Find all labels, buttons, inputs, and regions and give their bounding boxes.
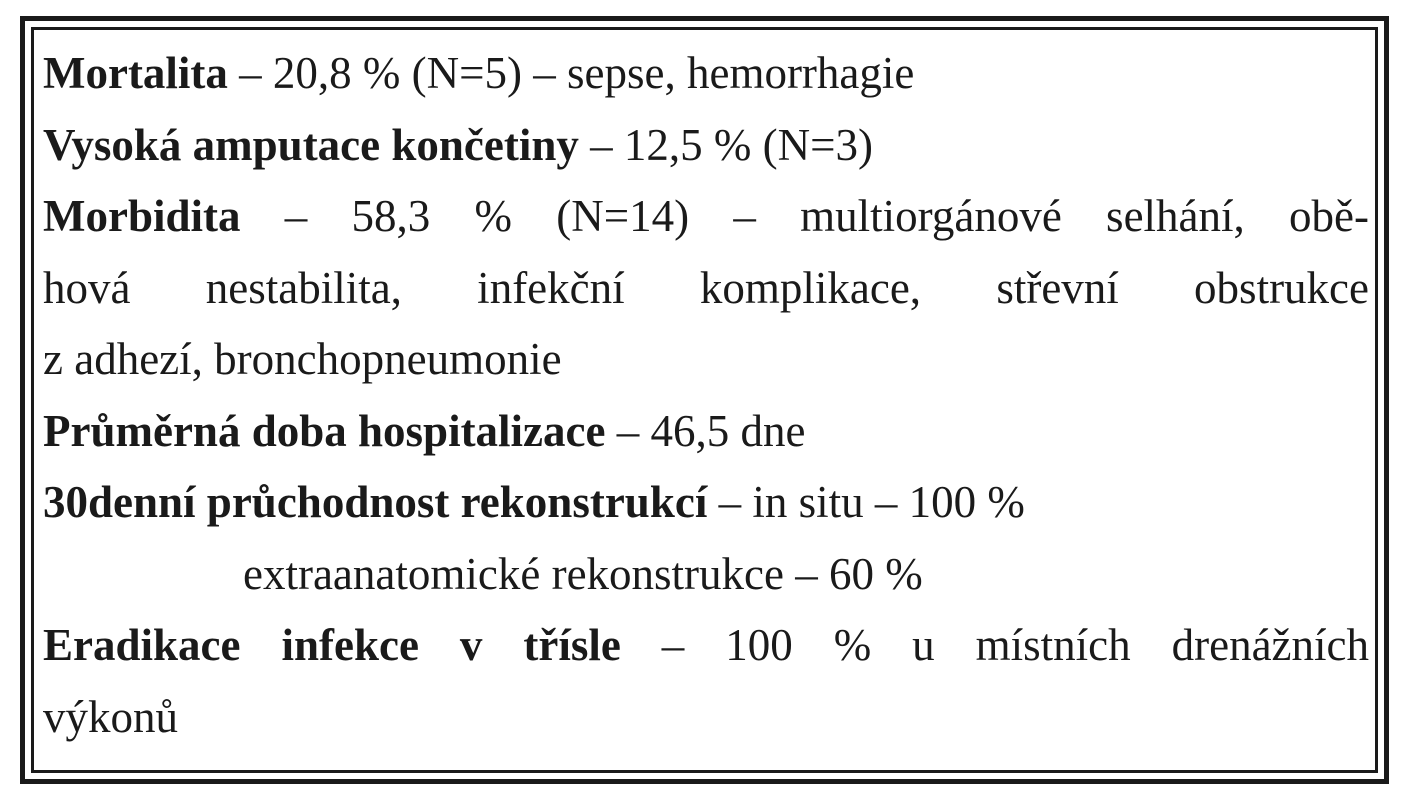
morbidity-text-2: hová nestabilita, infekční komplikace, střevní obstrukce — [43, 262, 1369, 313]
morbidity-line-3 — [43, 324, 1369, 396]
patency-text-1: – in situ – 100 % — [707, 477, 1025, 527]
amputation-text: – 12,5 % (N=3) — [578, 119, 873, 170]
eradication-line-2 — [43, 682, 1369, 754]
mortality-text: – 20,8 % (N=5) – sepse, hemorrhagie — [227, 48, 915, 98]
eradication-label: Eradikace infekce v třísle — [43, 620, 621, 670]
hospitalization-text: – 46,5 dne — [605, 405, 806, 456]
patency-line-2 — [43, 539, 1369, 611]
morbidity-line-1 — [43, 181, 1369, 253]
hospitalization-label: Průměrná doba hospitalizace — [43, 405, 606, 456]
eradication-line-1 — [43, 610, 1369, 682]
mortality-label: Mortalita — [43, 48, 228, 98]
patency-line-1 — [43, 467, 1369, 539]
patency-text-2: extraanatomické rekonstrukce – 60 % — [243, 548, 923, 599]
amputation-label: Vysoká amputace končetiny — [43, 119, 579, 170]
mortality-line — [43, 38, 1369, 110]
patency-label: 30denní průchodnost rekonstrukcí — [43, 477, 708, 527]
results-box — [43, 38, 1369, 753]
amputation-line — [43, 110, 1369, 182]
morbidity-text-1: – 58,3 % (N=14) – multiorgánové selhání, obě- — [240, 191, 1369, 241]
eradication-text-2: výkonů — [43, 691, 178, 742]
morbidity-label: Morbidita — [43, 191, 241, 241]
eradication-text-1: – 100 % u místních drenážních — [620, 620, 1369, 670]
morbidity-text-3: z adhezí, bronchopneumonie — [43, 334, 562, 384]
hospitalization-line — [43, 396, 1369, 468]
morbidity-line-2 — [43, 253, 1369, 325]
